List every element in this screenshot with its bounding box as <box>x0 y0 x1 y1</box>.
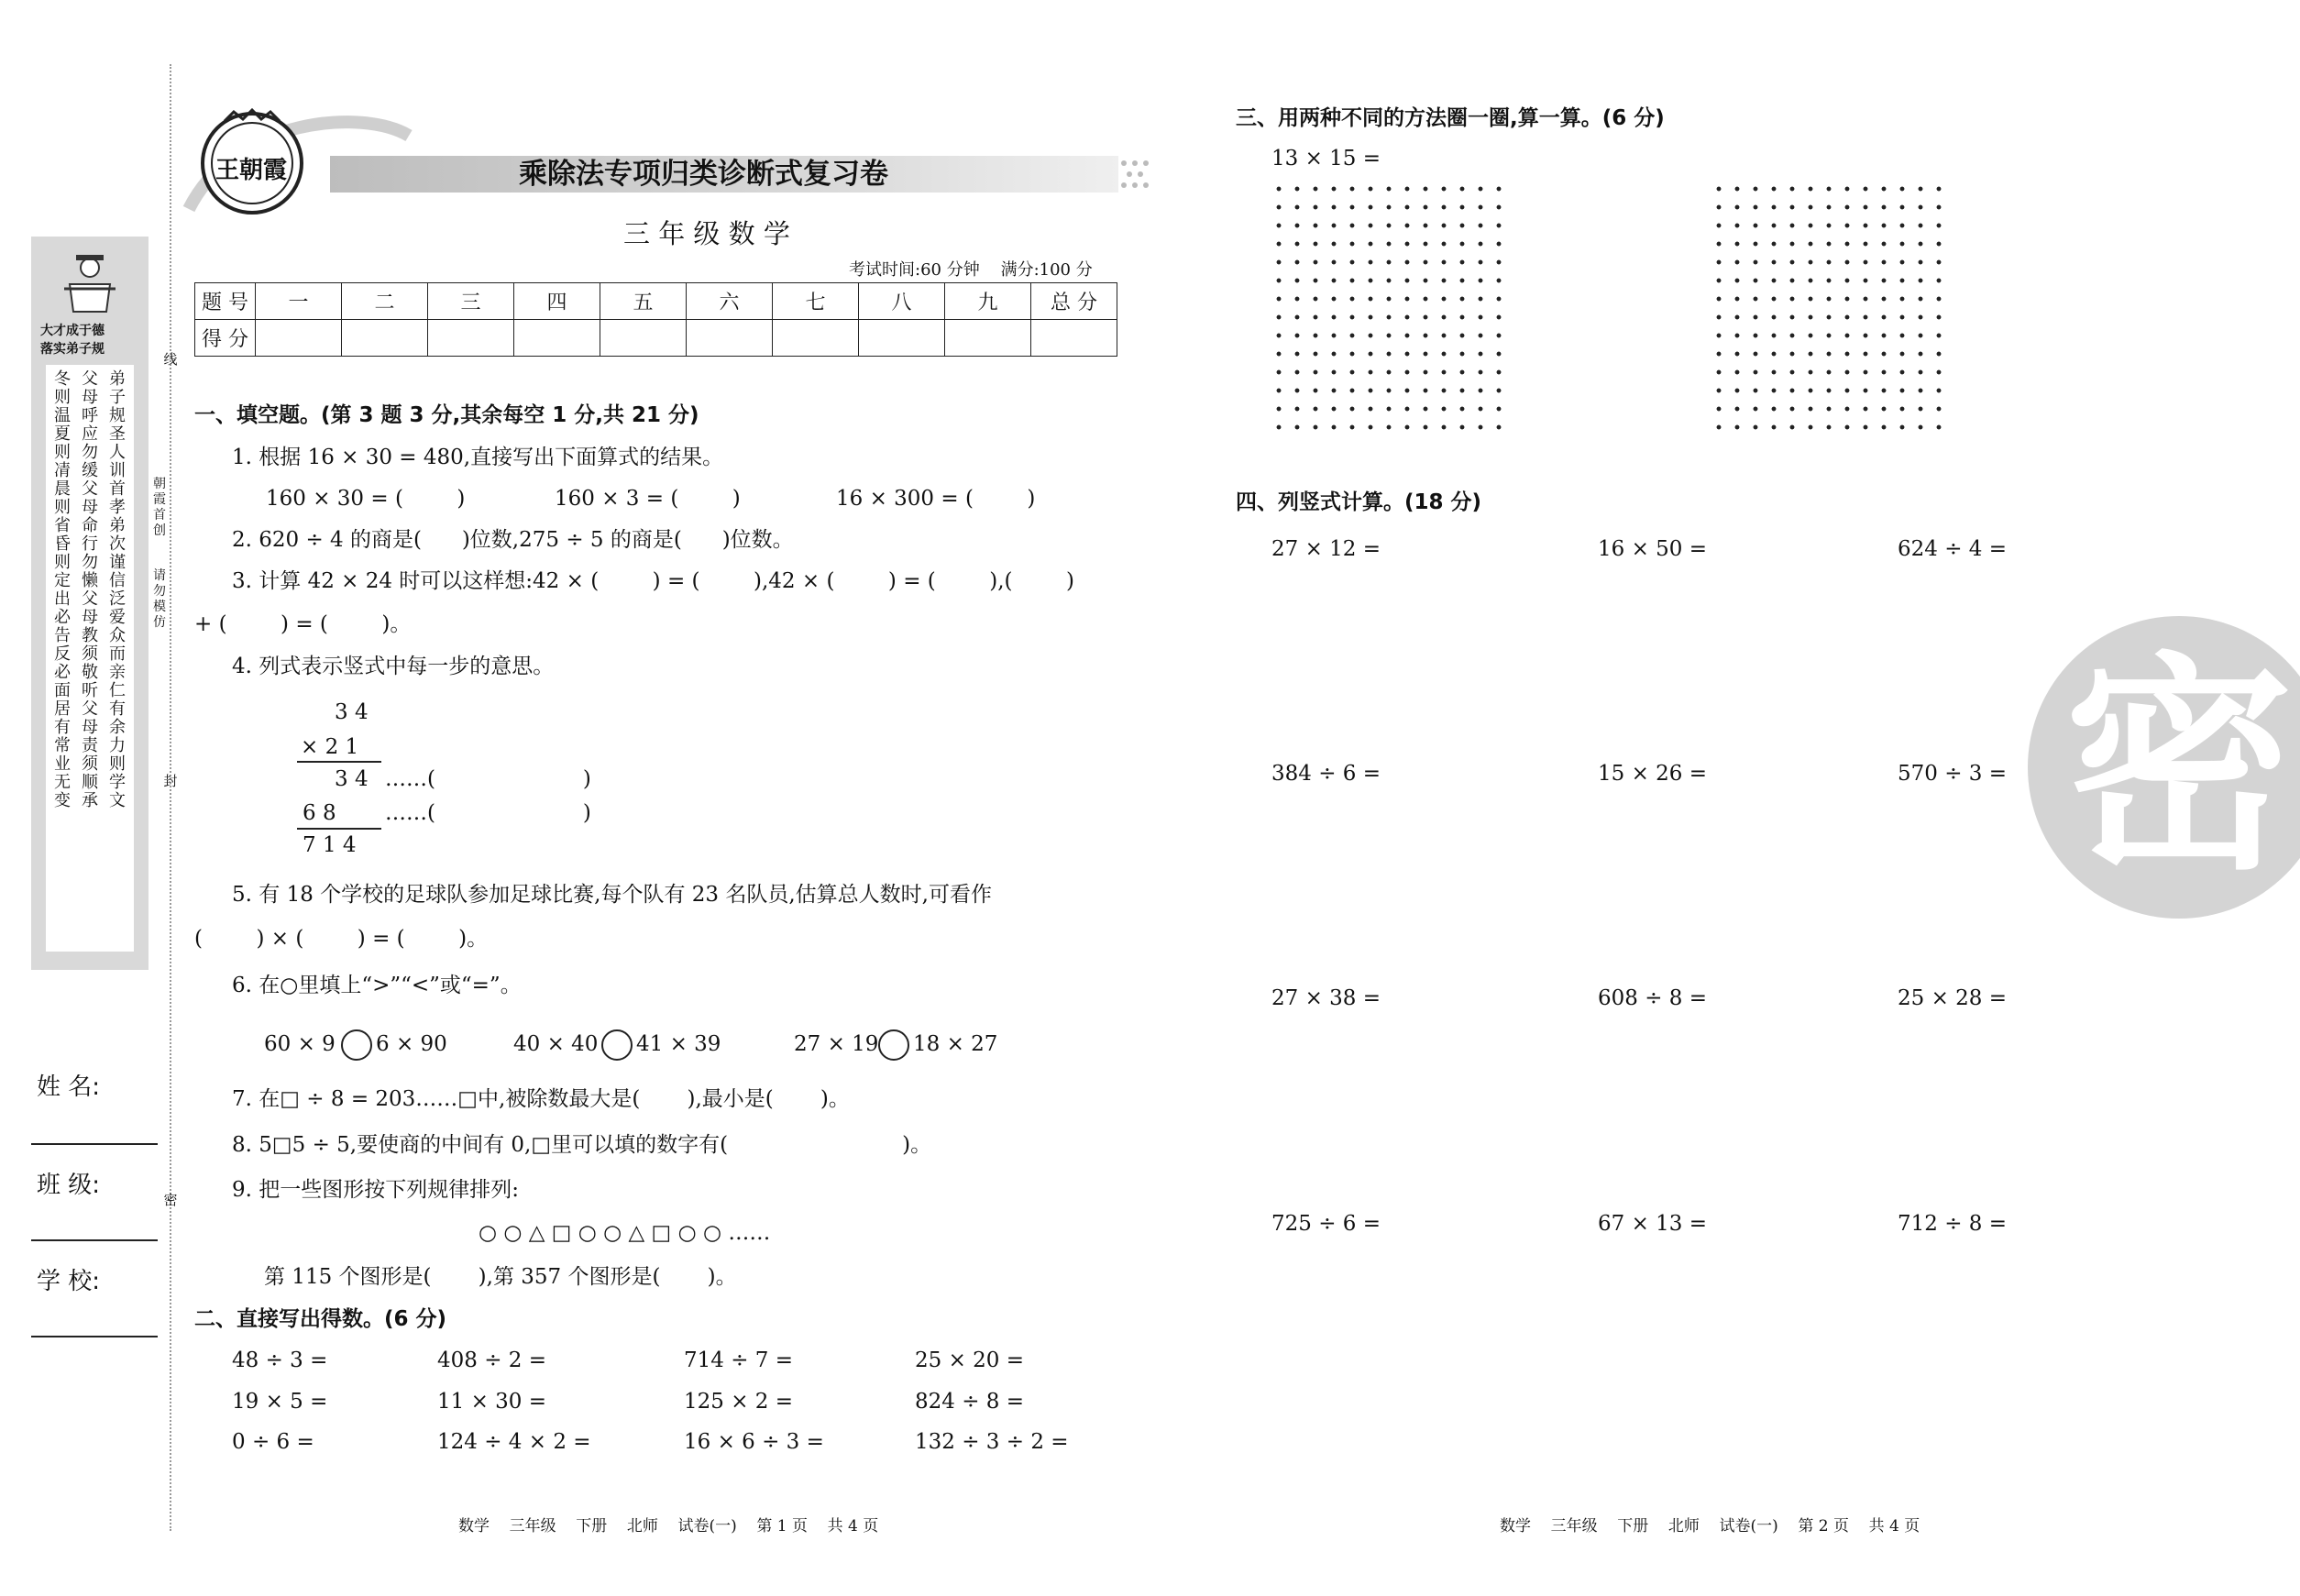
vertical-rule-2 <box>297 828 381 830</box>
vertical-note-4: ……( ) <box>385 801 591 825</box>
compare-b-left: 40 × 40 <box>513 1032 599 1056</box>
oral-item: 19 × 5 = <box>232 1390 328 1414</box>
score-header-cell: 九 <box>945 283 1031 320</box>
score-header-cell: 六 <box>687 283 773 320</box>
vertical-note-3: ……( ) <box>385 767 591 791</box>
score-cell[interactable] <box>428 320 514 357</box>
oral-item: 408 ÷ 2 = <box>437 1348 547 1372</box>
vertical-note-1: 朝霞首创 <box>153 477 166 538</box>
section1-heading: 一、填空题。(第 3 题 3 分,其余每空 1 分,共 21 分) <box>194 403 699 427</box>
section2-heading: 二、直接写出得数。(6 分) <box>194 1307 447 1331</box>
column-calc-item: 384 ÷ 6 = <box>1271 762 1381 786</box>
shape-sequence: ○ ○ △ □ ○ ○ △ □ ○ ○ …… <box>479 1221 771 1245</box>
class-label: 班 级: <box>37 1172 101 1199</box>
score-header-cell: 七 <box>773 283 859 320</box>
question-9b: 第 115 个图形是( ),第 357 个图形是( )。 <box>264 1265 737 1289</box>
oral-item: 25 × 20 = <box>915 1348 1025 1372</box>
question-8: 8. 5□5 ÷ 5,要使商的中间有 0,□里可以填的数字有( )。 <box>232 1133 932 1157</box>
title-band-dots-icon <box>1118 156 1155 193</box>
question-3: 3. 计算 42 × 24 时可以这样想:42 × ( ) = ( ),42 × ( ) = ( ),( ) <box>232 569 1074 593</box>
score-cell[interactable] <box>859 320 945 357</box>
score-cell[interactable] <box>600 320 687 357</box>
column-calc-item: 67 × 13 = <box>1598 1212 1708 1236</box>
column-calc-item: 608 ÷ 8 = <box>1598 986 1708 1010</box>
compare-circle[interactable] <box>601 1029 633 1061</box>
exam-info: 考试时间:60 分钟 满分:100 分 <box>849 260 1093 280</box>
vertical-row-4: 6 8 <box>303 801 336 825</box>
vertical-row-3: 3 4 <box>335 767 369 791</box>
oral-item: 714 ÷ 7 = <box>684 1348 794 1372</box>
score-header-cell: 四 <box>514 283 600 320</box>
vertical-note-2: 请勿模仿 <box>153 568 166 630</box>
column-calc-item: 570 ÷ 3 = <box>1898 762 2008 786</box>
scholar-figure-icon <box>53 248 127 321</box>
binding-mark-top: 线 <box>163 351 178 368</box>
score-header-cell: 一 <box>256 283 342 320</box>
column-calc-item: 725 ÷ 6 = <box>1271 1212 1381 1236</box>
score-cell[interactable] <box>687 320 773 357</box>
score-header-cell: 八 <box>859 283 945 320</box>
question-1c: 16 × 300 = ( ) <box>836 487 1036 511</box>
score-table <box>194 282 1117 357</box>
column-calc-item: 27 × 38 = <box>1271 986 1381 1010</box>
score-header-cell: 题 号 <box>195 283 256 320</box>
column-calc-item: 624 ÷ 4 = <box>1898 537 2008 561</box>
section3-heading: 三、用两种不同的方法圈一圈,算一算。(6 分) <box>1236 106 1665 130</box>
subject-title: 三 年 级 数 学 <box>623 218 790 249</box>
verse-column: 冬则温夏则凊晨则省昏则定出必告反必面居有常业无变 <box>54 369 71 810</box>
section4-heading: 四、列竖式计算。(18 分) <box>1236 490 1482 514</box>
score-value-row <box>195 320 1117 357</box>
oral-item: 0 ÷ 6 = <box>232 1430 314 1454</box>
question-6: 6. 在○里填上“>”“<”或“=”。 <box>232 974 522 997</box>
binding-mark-bottom: 密 <box>163 1192 178 1208</box>
secret-stamp <box>2028 616 2300 919</box>
logo-text: 王朝霞 <box>215 157 288 184</box>
footer-left: 数学 三年级 下册 北师 试卷(一) 第 1 页 共 4 页 <box>458 1517 879 1535</box>
class-field[interactable] <box>31 1239 158 1241</box>
score-cell[interactable] <box>1031 320 1117 357</box>
column-calc-item: 16 × 50 = <box>1598 537 1708 561</box>
question-3-continued: + ( ) = ( )。 <box>194 612 412 636</box>
oral-item: 824 ÷ 8 = <box>915 1390 1025 1414</box>
motto-line-1: 大才成于德 <box>40 324 105 338</box>
score-cell[interactable] <box>342 320 428 357</box>
question-7: 7. 在□ ÷ 8 = 203……□中,被除数最大是( ),最小是( )。 <box>232 1087 850 1111</box>
binding-mark-middle: 封 <box>163 773 178 789</box>
name-field[interactable] <box>31 1143 158 1145</box>
vertical-row-5: 7 1 4 <box>303 833 357 857</box>
vertical-row-1: 3 4 <box>335 700 369 724</box>
oral-item: 124 ÷ 4 × 2 = <box>437 1430 591 1454</box>
dot-grid-1[interactable] <box>1270 180 1508 436</box>
question-1a: 160 × 30 = ( ) <box>266 487 466 511</box>
score-header-cell: 总 分 <box>1031 283 1117 320</box>
school-label: 学 校: <box>37 1268 101 1295</box>
score-header-cell: 五 <box>600 283 687 320</box>
compare-b-right: 41 × 39 <box>636 1032 721 1056</box>
verses-box <box>46 365 134 952</box>
oral-item: 132 ÷ 3 ÷ 2 = <box>915 1430 1069 1454</box>
score-header-row <box>195 283 1117 320</box>
verse-column: 弟子规圣人训首孝弟次谨信泛爱众而亲仁有余力则学文 <box>109 369 126 810</box>
compare-c-right: 18 × 27 <box>913 1032 998 1056</box>
oral-item: 16 × 6 ÷ 3 = <box>684 1430 824 1454</box>
question-4: 4. 列式表示竖式中每一步的意思。 <box>232 655 555 678</box>
compare-circle[interactable] <box>341 1029 372 1061</box>
compare-c-left: 27 × 19 <box>794 1032 879 1056</box>
oral-item: 11 × 30 = <box>437 1390 547 1414</box>
vertical-rule-1 <box>297 761 381 763</box>
score-header-cell: 二 <box>342 283 428 320</box>
stamp-text: 密 <box>2064 633 2294 900</box>
footer-right: 数学 三年级 下册 北师 试卷(一) 第 2 页 共 4 页 <box>1500 1517 1920 1535</box>
question-1: 1. 根据 16 × 30 = 480,直接写出下面算式的结果。 <box>232 446 724 469</box>
column-calc-item: 712 ÷ 8 = <box>1898 1212 2008 1236</box>
dot-grid-2[interactable] <box>1710 180 1948 436</box>
score-cell[interactable] <box>514 320 600 357</box>
score-cell[interactable] <box>256 320 342 357</box>
question-2: 2. 620 ÷ 4 的商是( )位数,275 ÷ 5 的商是( )位数。 <box>232 528 794 552</box>
binding-line <box>170 64 171 1531</box>
verse-column: 父母呼应勿缓父母命行勿懒父母教须敬听父母责须顺承 <box>82 369 98 810</box>
question-5-continued: ( ) × ( ) = ( )。 <box>194 927 489 951</box>
motto-line-2: 落实弟子规 <box>40 342 105 357</box>
circle-expression: 13 × 15 = <box>1271 147 1381 171</box>
score-cell[interactable] <box>945 320 1031 357</box>
vertical-row-2: × 2 1 <box>301 735 359 759</box>
column-calc-item: 15 × 26 = <box>1598 762 1708 786</box>
compare-circle[interactable] <box>878 1029 909 1061</box>
name-label: 姓 名: <box>37 1073 101 1101</box>
oral-item: 48 ÷ 3 = <box>232 1348 328 1372</box>
school-field[interactable] <box>31 1336 158 1337</box>
score-cell[interactable] <box>773 320 859 357</box>
score-row-label: 得 分 <box>195 320 256 357</box>
compare-a-left: 60 × 9 <box>264 1032 336 1056</box>
question-1b: 160 × 3 = ( ) <box>555 487 741 511</box>
compare-a-right: 6 × 90 <box>376 1032 447 1056</box>
score-header-cell: 三 <box>428 283 514 320</box>
sidebar-panel <box>31 237 149 970</box>
oral-item: 125 × 2 = <box>684 1390 794 1414</box>
column-calc-item: 27 × 12 = <box>1271 537 1381 561</box>
page-title: 乘除法专项归类诊断式复习卷 <box>519 158 888 191</box>
question-9: 9. 把一些图形按下列规律排列: <box>232 1178 520 1202</box>
question-5: 5. 有 18 个学校的足球队参加足球比赛,每个队有 23 名队员,估算总人数时,可看作 <box>232 883 992 907</box>
column-calc-item: 25 × 28 = <box>1898 986 2008 1010</box>
